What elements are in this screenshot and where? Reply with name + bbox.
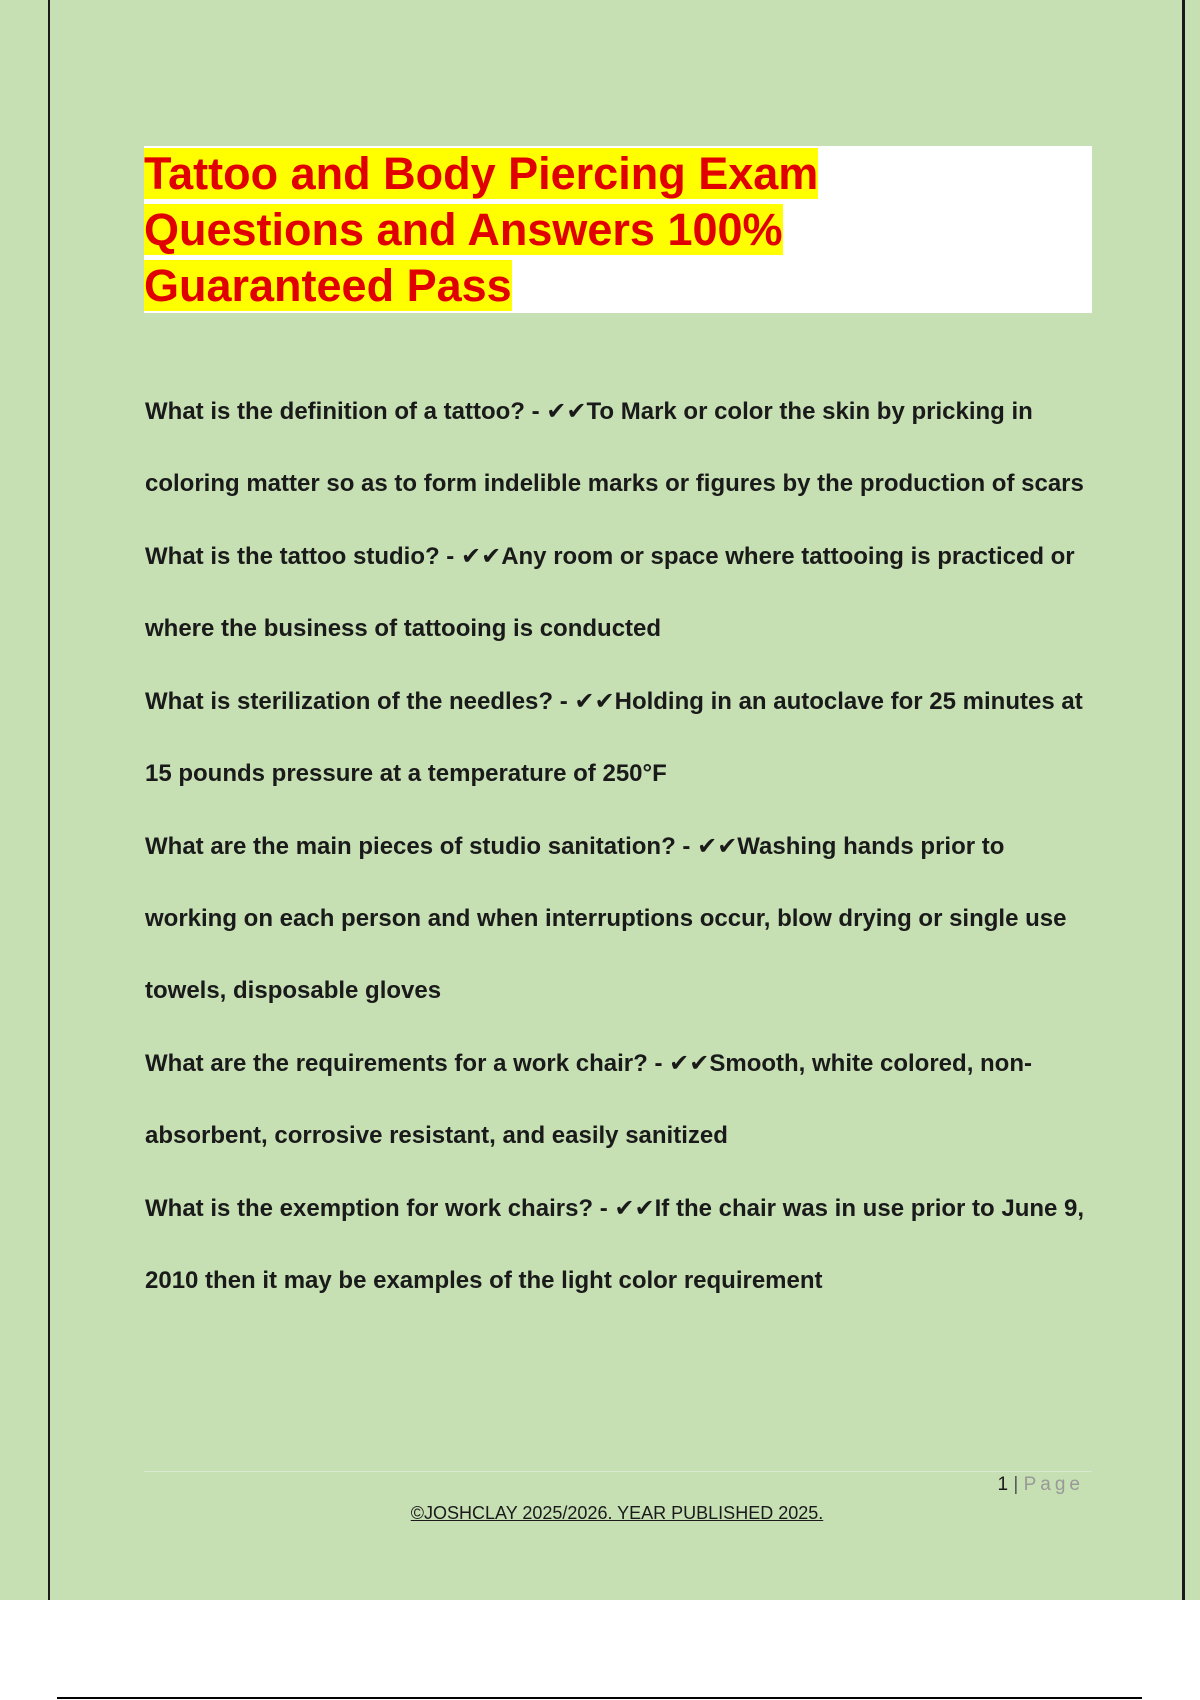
qa-separator: - bbox=[647, 1050, 670, 1077]
qa-question: What are the requirements for a work chair? bbox=[145, 1050, 648, 1077]
checkmark-icon: ✔✔ bbox=[697, 832, 738, 860]
page-number-value: 1 bbox=[997, 1474, 1009, 1495]
qa-item bbox=[145, 520, 1093, 665]
qa-item bbox=[145, 1027, 1093, 1172]
page-border-right bbox=[1182, 0, 1185, 1600]
document-title bbox=[144, 146, 1092, 314]
page-number-separator: | bbox=[1013, 1474, 1019, 1495]
qa-question: What is sterilization of the needles? bbox=[145, 688, 554, 715]
qa-list bbox=[145, 375, 1093, 1317]
qa-answer: Washing hands prior to working on each person and when interruptions occur, blow drying or single use towels, disposable gloves bbox=[145, 833, 1067, 1004]
bottom-rule bbox=[57, 1697, 1142, 1699]
qa-separator: - bbox=[675, 833, 698, 860]
qa-item bbox=[145, 1172, 1093, 1317]
qa-answer: To Mark or color the skin by pricking in coloring matter so as to form indelible marks or figures by the production of scars bbox=[145, 398, 1084, 497]
qa-answer: Smooth, white colored, non-absorbent, corrosive resistant, and easily sanitized bbox=[145, 1050, 1032, 1149]
qa-answer: Any room or space where tattooing is practiced or where the business of tattooing is conducted bbox=[145, 543, 1075, 642]
qa-separator: - bbox=[524, 398, 547, 425]
checkmark-icon: ✔✔ bbox=[546, 397, 587, 425]
qa-separator: - bbox=[593, 1195, 615, 1222]
qa-answer: Holding in an autoclave for 25 minutes at 15 pounds pressure at a temperature of 250°F bbox=[145, 688, 1083, 787]
checkmark-icon: ✔✔ bbox=[460, 542, 502, 570]
title-line-3: Guaranteed Pass bbox=[144, 260, 512, 311]
checkmark-icon: ✔✔ bbox=[614, 1194, 655, 1222]
qa-item bbox=[145, 375, 1093, 520]
qa-item bbox=[145, 665, 1093, 810]
page-border-left bbox=[48, 0, 50, 1600]
title-box bbox=[144, 146, 1092, 313]
qa-question: What is the definition of a tattoo? bbox=[145, 398, 525, 425]
title-line-1: Tattoo and Body Piercing Exam bbox=[144, 148, 819, 199]
qa-question: What are the main pieces of studio sanitation? bbox=[145, 833, 676, 860]
checkmark-icon: ✔✔ bbox=[574, 687, 615, 715]
title-line-2: Questions and Answers 100% bbox=[144, 204, 783, 255]
qa-answer: If the chair was in use prior to June 9, 2010 then it may be examples of the light color requirement bbox=[145, 1195, 1085, 1294]
qa-question: What is the tattoo studio? bbox=[145, 543, 440, 570]
footer-divider bbox=[144, 1471, 1092, 1472]
copyright-notice: ©JOSHCLAY 2025/2026. YEAR PUBLISHED 2025. bbox=[410, 1503, 824, 1523]
page-label: Page bbox=[1023, 1474, 1084, 1495]
page-number bbox=[960, 1474, 1084, 1496]
checkmark-icon: ✔✔ bbox=[669, 1049, 710, 1077]
qa-item bbox=[145, 810, 1093, 1027]
qa-separator: - bbox=[553, 688, 575, 715]
qa-question: What is the exemption for work chairs? bbox=[145, 1195, 594, 1222]
qa-separator: - bbox=[439, 543, 461, 570]
